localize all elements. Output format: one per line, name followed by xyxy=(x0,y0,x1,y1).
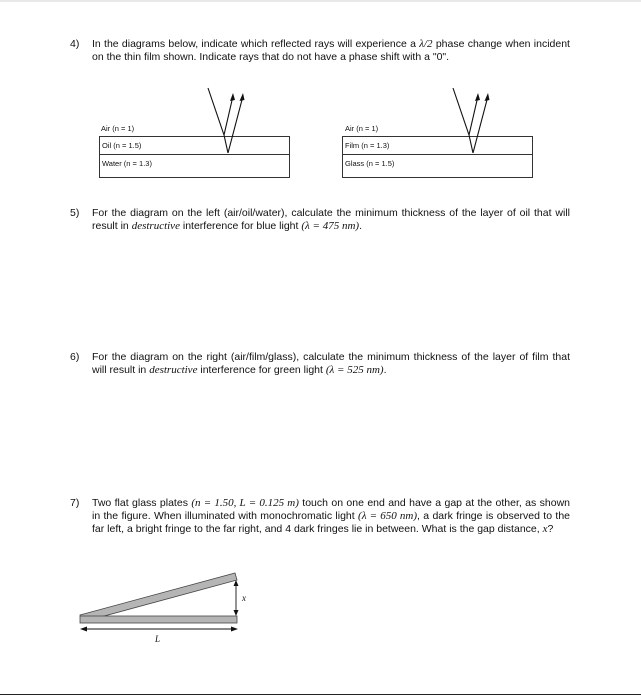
q5-text-a: For the diagram on the left (air/oil/water), calculate the minimum thickness of the layer of oil that will result in xyxy=(92,207,570,232)
top-glass-plate xyxy=(80,573,237,622)
q7-variable: x xyxy=(542,523,548,535)
q6-emphasis: destructive xyxy=(149,364,198,376)
right-reflected-ray-1 xyxy=(469,96,478,135)
question-4 xyxy=(70,38,570,64)
q7-text-c: , a dark fringe is observed to the far left, a bright fringe to the far right, and 4 dark fringes lie in between. What is the gap distance, xyxy=(92,510,570,535)
right-ray-diagram xyxy=(440,84,500,159)
question-5 xyxy=(70,207,570,233)
left-ray-diagram xyxy=(195,84,255,159)
left-arrowhead-1 xyxy=(230,93,235,101)
right-reflected-ray-2 xyxy=(473,96,488,153)
question-7 xyxy=(70,497,570,536)
q6-text-b: interference for green light xyxy=(197,364,326,376)
question-6 xyxy=(70,351,570,377)
left-reflected-ray-2 xyxy=(228,96,243,153)
right-refracted-ray xyxy=(469,135,473,153)
q6-text-a: For the diagram on the right (air/film/glass), calculate the minimum thickness of the layer of film that will result in xyxy=(92,351,570,376)
bottom-glass-plate xyxy=(80,616,237,623)
length-arrowhead-right xyxy=(231,627,238,632)
right-layer-stack xyxy=(342,136,533,178)
bottom-border xyxy=(0,694,641,695)
wedge-figure xyxy=(70,560,270,650)
question-number: 4) xyxy=(70,38,80,50)
right-layer-film: Film (n = 1.3) xyxy=(345,141,390,150)
question-text xyxy=(92,207,570,233)
q4-text-b: phase change when incident on the thin film shown. Indicate rays that do not have a phase shift with a "0". xyxy=(92,38,570,63)
question-number: 5) xyxy=(70,207,80,219)
q7-text-a: Two flat glass plates xyxy=(92,497,192,509)
q5-wavelength: (λ = 475 nm) xyxy=(301,220,360,232)
right-incident-ray xyxy=(453,88,469,135)
question-text xyxy=(92,38,570,64)
q7-params: (n = 1.50, L = 0.125 m) xyxy=(191,497,299,509)
right-arrowhead-2 xyxy=(485,93,490,101)
length-arrowhead-left xyxy=(80,627,87,632)
left-refracted-ray xyxy=(224,135,228,153)
top-border xyxy=(0,0,641,2)
right-arrowhead-1 xyxy=(475,93,480,101)
q6-text-c: . xyxy=(383,364,387,376)
length-label: L xyxy=(155,634,161,644)
gap-arrowhead-bottom xyxy=(234,610,239,616)
lambda-half: λ/2 xyxy=(419,38,433,50)
right-air-label: Air (n = 1) xyxy=(345,124,379,133)
left-layer-oil: Oil (n = 1.5) xyxy=(102,141,142,150)
left-layer-water: Water (n = 1.3) xyxy=(100,154,289,171)
q5-text-c: . xyxy=(359,220,362,232)
question-number: 6) xyxy=(70,351,80,363)
q5-emphasis: destructive xyxy=(131,220,180,232)
q7-text-d: ? xyxy=(547,523,554,535)
q5-text-b: interference for blue light xyxy=(179,220,302,232)
right-layer-glass: Glass (n = 1.5) xyxy=(343,154,532,171)
left-arrowhead-2 xyxy=(240,93,245,101)
question-text xyxy=(92,497,570,536)
question-text xyxy=(92,351,570,377)
left-incident-ray xyxy=(208,88,224,135)
q6-wavelength: (λ = 525 nm) xyxy=(325,364,384,376)
q7-wavelength: (λ = 650 nm) xyxy=(358,510,418,522)
question-number: 7) xyxy=(70,497,80,509)
left-air-label: Air (n = 1) xyxy=(101,124,135,133)
gap-label: x xyxy=(242,593,246,603)
q7-text-b: touch on one end and have a gap at the other, as shown in the figure. When illuminated with monochromatic light xyxy=(92,497,570,522)
q4-text-a: In the diagrams below, indicate which reflected rays will experience a xyxy=(92,38,420,50)
left-reflected-ray-1 xyxy=(224,96,233,135)
